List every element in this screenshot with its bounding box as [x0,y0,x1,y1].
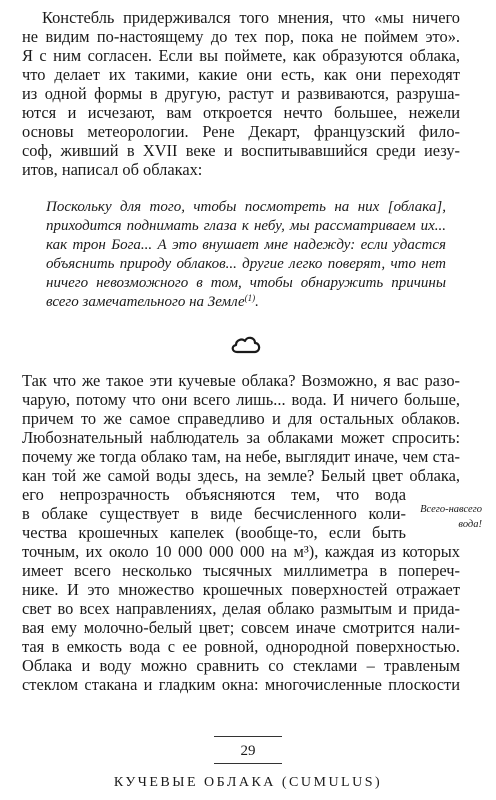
paragraph2-line: кан той же самой воды здесь, на земле? Белый цвет облака, [22,466,460,485]
paragraph1-line: из одной формы в другую, растут и развиваются, разруша- [22,84,460,103]
quote-line: Поскольку для того, чтобы посмотреть на них [облака], [46,199,446,215]
footer-rule-bottom [214,763,282,764]
footnote-marker: (1) [244,293,256,303]
paragraph2-line: стеклом стакана и гладким окна: многочисленные плоскости [22,675,460,694]
quote-line: приходится поднимать глаза к небу, мы рассматриваем их... [46,218,446,234]
paragraph2-line: Облака и воду можно сравнить со стеклами – травленым [22,656,460,675]
paragraph2-line: вая ему молочно-белый цвет; совсем иначе смотрится нали- [22,618,460,637]
paragraph2-line: чества крошечных капелек (вообще-то, если быть [22,523,406,542]
paragraph1-line: соф, живший в XVII веке и воспитывавшийся среди иезу- [22,141,460,160]
paragraph2-line: причем то же самое справедливо и для остальных облаков. [22,409,460,428]
paragraph1-line: что делает их такими, какие они есть, как они переходят [22,65,460,84]
running-head: КУЧЕВЫЕ ОБЛАКА (CUMULUS) [113,775,383,790]
paragraph2-line: чарую, потому что они всего лишь... вода. И ничего больше, [22,390,460,409]
quote-line: как трон Бога... А это внушает мне надежду: если удастся [46,237,446,253]
quote-last-line [46,293,446,312]
margin-note-line: вода! [458,519,482,530]
quote-end: . [255,294,259,310]
paragraph2-line: имеет всего несколько тысячных миллиметра в попереч- [22,561,460,580]
quote-line: всего замечательного на Земле [46,294,245,310]
paragraph2-line: Любознательный наблюдатель за облаками может спросить: [22,428,460,447]
paragraph1-line: итов, написал об облаках: [22,160,203,179]
paragraph1-line: ются и исчезают, вам откроется нечто большее, нежели [22,103,460,122]
paragraph1-line: не видим по-настоящему до тех пор, пока не поймем это». [22,27,460,46]
paragraph2-line: в облаке существует в виде бесчисленного коли- [22,504,406,523]
paragraph2-line: тая в емкость вода с ее ровной, однородной поверхностью. [22,637,460,656]
paragraph2-line: Так что же такое эти кучевые облака? Возможно, я вас разо- [22,371,460,390]
paragraph2-line: почему же тогда облако там, на небе, выглядит иначе, чем ста- [22,447,460,466]
quote-line: объяснить природу облаков... другие легко поверят, что нет [46,256,446,272]
page-number: 29 [240,743,256,759]
paragraph2-line: свет во всех направлениях, делая облако размытым и прида- [22,599,460,618]
paragraph1-line: Я с ним согласен. Если вы поймете, как образуются облака, [22,46,460,65]
paragraph2-line: точным, их около 10 000 000 000 на м³), каждая из которых [22,542,460,561]
quote-line: ничего невозможного в том, чтобы обнаружить причины [46,275,446,291]
cloud-icon [226,332,266,358]
footer-rule-top [214,736,282,737]
paragraph2-line: его непрозрачность объясняются тем, что вода [22,485,406,504]
paragraph2-line: нике. И это множество крошечных поверхностей отражает [22,580,460,599]
paragraph1-line: Констебль придерживался того мнения, что «мы ничего [42,8,460,27]
paragraph1-line: основы метеорологии. Рене Декарт, французский фило- [22,122,460,141]
margin-note-line: Всего-навсего [420,504,482,515]
